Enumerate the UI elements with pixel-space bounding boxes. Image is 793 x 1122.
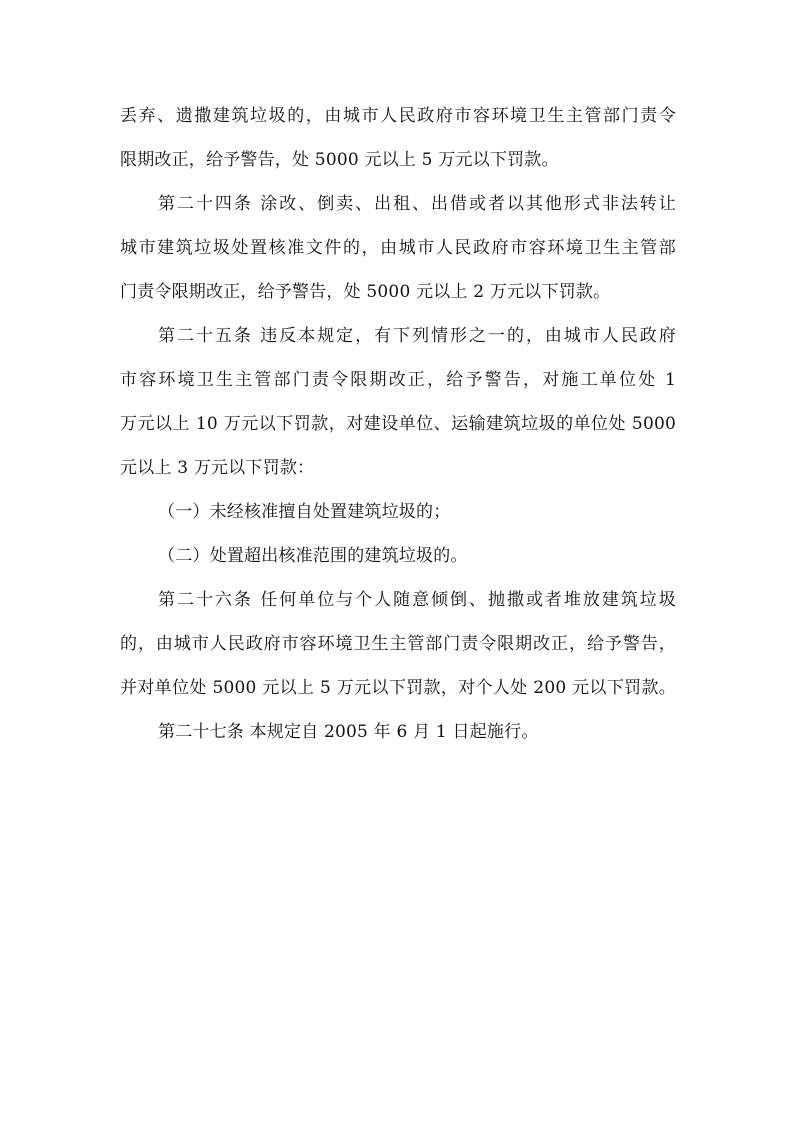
article-26-heading-line: 第二十六条 任何单位与个人随意倾倒、抛撒或者堆放建筑垃圾 <box>158 590 676 610</box>
text-line: 万元以上 10 万元以下罚款，对建设单位、运输建筑垃圾的单位处 5000 <box>120 414 676 434</box>
text-line: 并对单位处 5000 元以上 5 万元以下罚款，对个人处 200 元以下罚款。 <box>120 678 676 698</box>
text-line: 的，由城市人民政府市容环境卫生主管部门责令限期改正，给予警告， <box>120 634 676 654</box>
text-line: 城市建筑垃圾处置核准文件的，由城市人民政府市容环境卫生主管部 <box>120 238 676 258</box>
text-line: 限期改正，给予警告，处 5000 元以上 5 万元以下罚款。 <box>120 150 559 170</box>
list-item-1: （一）未经核准擅自处置建筑垃圾的； <box>158 502 451 522</box>
text-line: 丢弃、遗撒建筑垃圾的，由城市人民政府市容环境卫生主管部门责令 <box>120 106 676 126</box>
text-line: 市容环境卫生主管部门责令限期改正，给予警告，对施工单位处 1 <box>120 370 676 390</box>
text-line: 门责令限期改正，给予警告，处 5000 元以上 2 万元以下罚款。 <box>120 282 611 302</box>
article-24-heading-line: 第二十四条 涂改、倒卖、出租、出借或者以其他形式非法转让 <box>158 194 676 214</box>
text-line: 元以上 3 万元以下罚款： <box>120 458 315 478</box>
article-25-heading-line: 第二十五条 违反本规定，有下列情形之一的，由城市人民政府 <box>158 326 676 346</box>
article-27-line: 第二十七条 本规定自 2005 年 6 月 1 日起施行。 <box>158 722 539 742</box>
list-item-2: （二）处置超出核准范围的建筑垃圾的。 <box>158 546 468 566</box>
